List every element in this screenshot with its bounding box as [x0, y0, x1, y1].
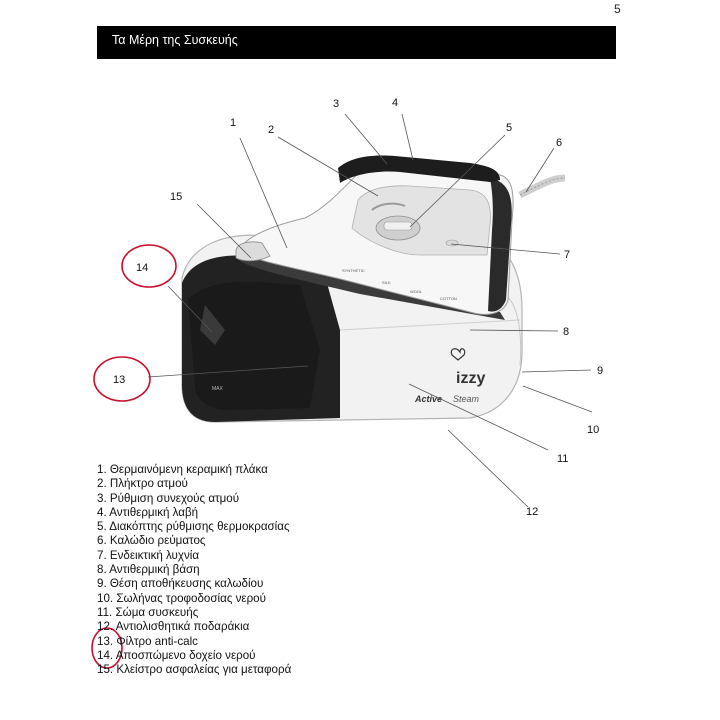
callout-5: 5	[506, 122, 513, 134]
callout-3: 3	[333, 98, 340, 110]
callout-2: 2	[268, 124, 275, 136]
callout-11: 11	[557, 453, 569, 465]
pilot-light	[446, 240, 458, 246]
callout-6: 6	[556, 137, 563, 149]
part-item-3: 3. Ρύθμιση συνεχούς ατμού	[97, 491, 240, 505]
model-name-active: Active	[415, 394, 443, 404]
part-item-8: 8. Αντιθερμική βάση	[97, 563, 200, 577]
callout-10: 10	[587, 424, 600, 436]
part-item-15: 15. Κλείστρο ασφαλείας για μεταφορά	[97, 663, 292, 677]
power-cord	[520, 178, 565, 195]
callout-8: 8	[563, 326, 570, 338]
setting-wool: WOOL	[410, 289, 423, 294]
part-item-13: 13. Φίλτρο anti-calc	[97, 634, 198, 648]
part-item-6: 6. Καλώδιο ρεύματος	[97, 534, 206, 548]
callout-4: 4	[392, 97, 399, 109]
part-item-14: 14. Αποσπώμενο δοχείο νερού	[97, 648, 256, 662]
tank-max-label: MAX	[212, 386, 223, 392]
model-name-steam: Steam	[453, 394, 480, 404]
callout-12: 12	[526, 506, 539, 518]
part-item-9: 9. Θέση αποθήκευσης καλωδίου	[97, 577, 264, 591]
setting-silk: SILK	[382, 280, 391, 285]
part-item-5: 5. Διακόπτης ρύθμισης θερμοκρασίας	[97, 520, 290, 534]
setting-synthetic: SYNTHETIC	[342, 268, 365, 273]
callout-15: 15	[170, 191, 183, 203]
part-item-11: 11. Σώμα συσκευής	[97, 605, 199, 619]
highlight-circle-14	[122, 245, 176, 287]
section-title: Τα Μέρη της Συσκευής	[112, 33, 238, 47]
part-item-10: 10. Σωλήνας τροφοδοσίας νερού	[97, 591, 266, 605]
page-number: 5	[614, 2, 621, 16]
parts-list	[97, 463, 291, 677]
brand-name: izzy	[456, 370, 486, 387]
part-item-7: 7. Ενδεικτική λυχνία	[97, 548, 200, 562]
callout-14: 14	[136, 262, 149, 274]
part-item-2: 2. Πλήκτρο ατμού	[97, 477, 188, 491]
callout-13: 13	[113, 374, 126, 386]
callout-7: 7	[564, 249, 571, 261]
callout-9: 9	[597, 365, 604, 377]
part-item-4: 4. Αντιθερμική λαβή	[97, 505, 199, 519]
part-item-12: 12. Αντιολισθητικά ποδαράκια	[97, 620, 250, 634]
setting-cotton: COTTON	[440, 296, 457, 301]
part-item-1: 1. Θερμαινόμενη κεραμική πλάκα	[97, 463, 268, 476]
callout-1: 1	[230, 117, 237, 129]
